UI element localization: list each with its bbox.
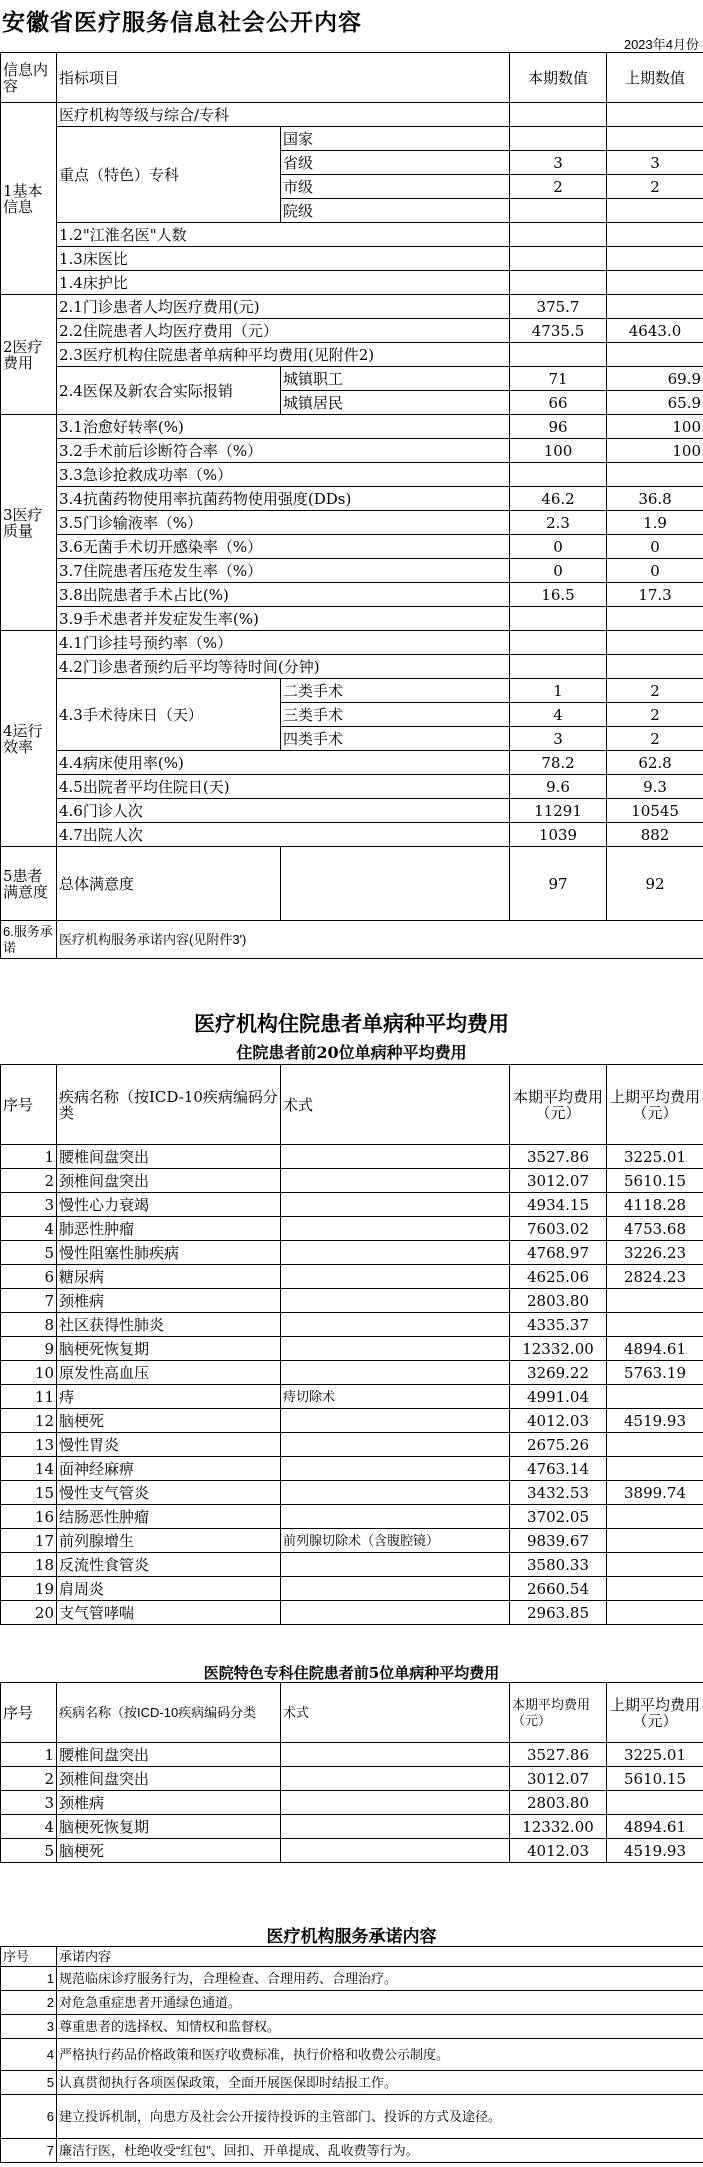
cell-previous: 1.9 (607, 511, 703, 535)
table-row (1, 1991, 703, 2015)
cell-index: 4 (1, 2039, 57, 2071)
cell-disease: 反流性食管炎 (57, 1553, 281, 1577)
cell-current-avg: 4763.14 (510, 1457, 607, 1481)
row-label: 1.4床护比 (57, 271, 510, 295)
cell-disease: 面神经麻痹 (57, 1457, 281, 1481)
row-label: 4.5出院者平均住院日(天) (57, 775, 510, 799)
cell-commitment: 严格执行药品价格政策和医疗收费标准，执行价格和收费公示制度。 (57, 2039, 703, 2071)
cell-procedure: 前列腺切除术（含腹腔镜） (281, 1529, 510, 1553)
cell-current (510, 199, 607, 223)
table-row (1, 1193, 703, 1217)
cell-current: 0 (510, 559, 607, 583)
cell-index: 7 (1, 2139, 57, 2163)
cell-current-avg: 3580.33 (510, 1553, 607, 1577)
row-label: 3.7住院患者压疮发生率（%） (57, 559, 510, 583)
cell-current: 97 (510, 847, 607, 921)
cell-current: 4735.5 (510, 319, 607, 343)
cell-procedure (281, 1553, 510, 1577)
cell-previous-avg: 5610.15 (607, 1767, 703, 1791)
cell-current: 9.6 (510, 775, 607, 799)
cell-current (510, 127, 607, 151)
cell-current-avg: 9839.67 (510, 1529, 607, 1553)
cell-current-avg: 2660.54 (510, 1577, 607, 1601)
cell-index: 12 (1, 1409, 57, 1433)
cell-disease: 慢性支气管炎 (57, 1481, 281, 1505)
section-basic-info: 1基本信息 (1, 103, 57, 295)
cell-previous (607, 463, 703, 487)
cell-index: 6 (1, 1265, 57, 1289)
commitment-table (0, 1946, 703, 2163)
cell-previous-avg: 4519.93 (607, 1839, 703, 1863)
cell-procedure (281, 1815, 510, 1839)
section-title: 医疗机构服务承诺内容 (266, 1927, 437, 1947)
cell-commitment: 建立投诉机制，向患方及社会公开接待投诉的主管部门、投诉的方式及途径。 (57, 2095, 703, 2139)
cell-disease: 肺恶性肿瘤 (57, 1217, 281, 1241)
cell-commitment: 规范临床诊疗服务行为，合理检查、合理用药、合理治疗。 (57, 1967, 703, 1991)
table-row (1, 1169, 703, 1193)
header-current: 本期数值 (510, 53, 607, 103)
header-index: 序号 (1, 1065, 57, 1145)
cell-previous-avg: 4753.68 (607, 1217, 703, 1241)
cell-previous (607, 199, 703, 223)
cell-previous-avg (607, 1601, 703, 1625)
table-row (1, 1505, 703, 1529)
cell-disease: 糖尿病 (57, 1265, 281, 1289)
cell-procedure (281, 1505, 510, 1529)
cell-previous-avg (607, 1385, 703, 1409)
cell-index: 9 (1, 1337, 57, 1361)
row-label: 4.4病床使用率(%) (57, 751, 510, 775)
cell-disease: 肩周炎 (57, 1577, 281, 1601)
cell-current (510, 463, 607, 487)
cell-procedure (281, 1241, 510, 1265)
table-row (1, 1601, 703, 1625)
cell-index: 15 (1, 1481, 57, 1505)
cell-procedure (281, 1481, 510, 1505)
cell-procedure (281, 1337, 510, 1361)
header-current-avg: 本期平均费用（元） (510, 1683, 607, 1743)
table-row (1, 1145, 703, 1169)
cell-current-avg: 3012.07 (510, 1767, 607, 1791)
row-label: 4.7出院人次 (57, 823, 510, 847)
cell-current-avg: 3269.22 (510, 1361, 607, 1385)
table-row (1, 1967, 703, 1991)
cell-disease: 慢性阻塞性肺疾病 (57, 1241, 281, 1265)
cell-current-avg: 3432.53 (510, 1481, 607, 1505)
cell-index: 20 (1, 1601, 57, 1625)
cell-current: 3 (510, 151, 607, 175)
cell-current: 100 (510, 439, 607, 463)
cell-previous: 100 (607, 415, 703, 439)
table-row (1, 1361, 703, 1385)
cell-current-avg: 4768.97 (510, 1241, 607, 1265)
cell-disease: 腰椎间盘突出 (57, 1145, 281, 1169)
cell-previous: 62.8 (607, 751, 703, 775)
cell-current: 78.2 (510, 751, 607, 775)
page-title: 安徽省医疗服务信息社会公开内容 (2, 9, 362, 36)
cell-previous-avg (607, 1577, 703, 1601)
specialty-cost-table (0, 1682, 703, 1863)
header-commitment: 承诺内容 (57, 1947, 703, 1967)
table-row (1, 2071, 703, 2095)
cell-procedure (281, 1577, 510, 1601)
cell-previous: 2 (607, 679, 703, 703)
sub-label: 院级 (281, 199, 510, 223)
cell-previous-avg: 5763.19 (607, 1361, 703, 1385)
sub-label: 城镇职工 (281, 367, 510, 391)
row-label: 2.1门诊患者人均医疗费用(元) (57, 295, 510, 319)
cell-procedure (281, 1767, 510, 1791)
row-label: 1.3床医比 (57, 247, 510, 271)
cell-current-avg: 4934.15 (510, 1193, 607, 1217)
row-label: 3.9手术患者并发症发生率(%) (57, 607, 510, 631)
section-efficiency: 4运行效率 (1, 631, 57, 847)
sub-label: 三类手术 (281, 703, 510, 727)
row-label: 4.6门诊人次 (57, 799, 510, 823)
cell-previous (607, 295, 703, 319)
cell-procedure (281, 1145, 510, 1169)
row-label: 3.2手术前后诊断符合率（%） (57, 439, 510, 463)
cell-commitment: 尊重患者的选择权、知情权和监督权。 (57, 2015, 703, 2039)
cell-previous-avg (607, 1457, 703, 1481)
cell-previous-avg: 4894.61 (607, 1815, 703, 1839)
section-satisfaction: 5患者满意度 (1, 847, 57, 921)
cell-disease: 颈椎病 (57, 1791, 281, 1815)
cell-index: 2 (1, 1767, 57, 1791)
cell-current: 375.7 (510, 295, 607, 319)
cell-procedure (281, 1361, 510, 1385)
cell-previous: 100 (607, 439, 703, 463)
table-row (1, 1433, 703, 1457)
cell-current: 71 (510, 367, 607, 391)
cell-index: 2 (1, 1169, 57, 1193)
cell-previous: 4643.0 (607, 319, 703, 343)
cell-current-avg: 4012.03 (510, 1409, 607, 1433)
cell-disease: 前列腺增生 (57, 1529, 281, 1553)
cell-current-avg: 4335.37 (510, 1313, 607, 1337)
cell-index: 3 (1, 1193, 57, 1217)
cell-previous-avg: 4519.93 (607, 1409, 703, 1433)
cell-previous: 69.9 (607, 367, 703, 391)
cell-index: 10 (1, 1361, 57, 1385)
header-index: 序号 (1, 1683, 57, 1743)
table-row (1, 1839, 703, 1863)
cell-index: 7 (1, 1289, 57, 1313)
table-row (1, 1457, 703, 1481)
cell-disease: 原发性高血压 (57, 1361, 281, 1385)
cell-current-avg: 4625.06 (510, 1265, 607, 1289)
cell-disease: 腰椎间盘突出 (57, 1743, 281, 1767)
table-row (1, 1577, 703, 1601)
header-disease: 疾病名称（按ICD-10疾病编码分类 (57, 1065, 281, 1145)
cell-current: 11291 (510, 799, 607, 823)
cell-previous-avg (607, 1529, 703, 1553)
cell-disease: 慢性胃炎 (57, 1433, 281, 1457)
cell-previous-avg: 3899.74 (607, 1481, 703, 1505)
table-row (1, 1791, 703, 1815)
cell-disease: 社区获得性肺炎 (57, 1313, 281, 1337)
cell-current-avg: 2803.80 (510, 1791, 607, 1815)
cell-previous: 17.3 (607, 583, 703, 607)
cell-procedure (281, 1265, 510, 1289)
cell-current-avg: 12332.00 (510, 1815, 607, 1839)
cell-previous: 0 (607, 559, 703, 583)
cell-procedure (281, 1743, 510, 1767)
sub-label: 城镇居民 (281, 391, 510, 415)
cell-index: 8 (1, 1313, 57, 1337)
section-service-commitment: 6.服务承诺 (1, 921, 57, 959)
cell-current-avg: 7603.02 (510, 1217, 607, 1241)
cell-current-avg: 2675.26 (510, 1433, 607, 1457)
row-label: 医疗机构等级与综合/专科 (57, 103, 510, 127)
cell-current-avg: 3702.05 (510, 1505, 607, 1529)
cell-current-avg: 2803.80 (510, 1289, 607, 1313)
cell-previous: 2 (607, 727, 703, 751)
cell-current: 96 (510, 415, 607, 439)
cell-previous-avg: 4118.28 (607, 1193, 703, 1217)
cell-procedure (281, 1169, 510, 1193)
cell-current-avg: 3527.86 (510, 1743, 607, 1767)
cell-current-avg: 3527.86 (510, 1145, 607, 1169)
sub-label: 四类手术 (281, 727, 510, 751)
cell-disease: 颈椎病 (57, 1289, 281, 1313)
cell-index: 5 (1, 2071, 57, 2095)
cell-disease: 慢性心力衰竭 (57, 1193, 281, 1217)
cell-previous-avg: 3226.23 (607, 1241, 703, 1265)
cell-current-avg: 4012.03 (510, 1839, 607, 1863)
cell-previous: 36.8 (607, 487, 703, 511)
cell-procedure (281, 1217, 510, 1241)
table-row (1, 1529, 703, 1553)
cell-commitment: 认真贯彻执行各项医保政策，全面开展医保即时结报工作。 (57, 2071, 703, 2095)
report-date: 2023年4月份 (623, 37, 699, 52)
table-row (1, 1815, 703, 1839)
cell-disease: 痔 (57, 1385, 281, 1409)
cell-current: 16.5 (510, 583, 607, 607)
row-label: 3.4抗菌药物使用率抗菌药物使用强度(DDs) (57, 487, 510, 511)
cell-index: 17 (1, 1529, 57, 1553)
cell-disease: 脑梗死恢复期 (57, 1337, 281, 1361)
cell-index: 13 (1, 1433, 57, 1457)
table-row (1, 2095, 703, 2139)
cell-previous: 65.9 (607, 391, 703, 415)
cell-current-avg: 2963.85 (510, 1601, 607, 1625)
cell-current-avg: 12332.00 (510, 1337, 607, 1361)
table-row (1, 1743, 703, 1767)
header-disease: 疾病名称（按ICD-10疾病编码分类 (57, 1683, 281, 1743)
cell-commitment: 廉洁行医，杜绝收受“红包”、回扣、开单提成、乱收费等行为。 (57, 2139, 703, 2163)
row-label: 总体满意度 (57, 847, 281, 921)
cell-index: 1 (1, 1967, 57, 1991)
cell-disease: 脑梗死 (57, 1409, 281, 1433)
row-label: 3.6无菌手术切开感染率（%） (57, 535, 510, 559)
cell-previous-avg (607, 1433, 703, 1457)
table-row (1, 2139, 703, 2163)
header-previous: 上期数值 (607, 53, 703, 103)
cell-procedure (281, 1193, 510, 1217)
cell-previous: 10545 (607, 799, 703, 823)
row-label: 2.3医疗机构住院患者单病种平均费用(见附件2) (57, 343, 510, 367)
cell-procedure (281, 1791, 510, 1815)
section-title: 医疗机构住院患者单病种平均费用 (194, 1011, 509, 1036)
cell-previous-avg (607, 1505, 703, 1529)
table-row (1, 1217, 703, 1241)
table-row (1, 1553, 703, 1577)
table-row (1, 1289, 703, 1313)
section-subtitle: 住院患者前20位单病种平均费用 (236, 1043, 467, 1062)
header-info-content: 信息内容 (1, 53, 57, 103)
cell-previous-avg (607, 1313, 703, 1337)
cell-previous-avg: 3225.01 (607, 1743, 703, 1767)
cell-previous-avg: 2824.23 (607, 1265, 703, 1289)
cell-current-avg: 3012.07 (510, 1169, 607, 1193)
cell-index: 3 (1, 1791, 57, 1815)
cell-previous: 2 (607, 175, 703, 199)
header-previous-avg: 上期平均费用（元） (607, 1065, 703, 1145)
row-label: 3.8出院患者手术占比(%) (57, 583, 510, 607)
cell-current: 4 (510, 703, 607, 727)
cell-previous (607, 607, 703, 631)
row-label: 2.2住院患者人均医疗费用（元） (57, 319, 510, 343)
row-label: 4.2门诊患者预约后平均等待时间(分钟) (57, 655, 510, 679)
cell-disease: 脑梗死 (57, 1839, 281, 1863)
cell-current: 66 (510, 391, 607, 415)
cell-previous (607, 127, 703, 151)
cell-procedure (281, 1839, 510, 1863)
cell-index: 3 (1, 2015, 57, 2039)
cell-previous: 882 (607, 823, 703, 847)
row-label: 4.3手术待床日（天） (57, 679, 281, 751)
table-row (1, 1481, 703, 1505)
cell-current: 3 (510, 727, 607, 751)
table-row (1, 1385, 703, 1409)
cell-index: 5 (1, 1839, 57, 1863)
table-row (1, 1241, 703, 1265)
cell-current: 2.3 (510, 511, 607, 535)
cell-previous: 3 (607, 151, 703, 175)
header-previous-avg: 上期平均费用（元） (607, 1683, 703, 1743)
table-row (1, 2015, 703, 2039)
cell-current: 2 (510, 175, 607, 199)
row-label: 医疗机构服务承诺内容(见附件3') (57, 921, 703, 959)
cell-previous-avg (607, 1553, 703, 1577)
section-medical-cost: 2医疗费用 (1, 295, 57, 415)
row-label: 1.2"江淮名医"人数 (57, 223, 510, 247)
cell-disease: 脑梗死恢复期 (57, 1815, 281, 1839)
cell-index: 18 (1, 1553, 57, 1577)
cell-previous-avg: 4894.61 (607, 1337, 703, 1361)
row-label: 重点（特色）专科 (57, 127, 281, 223)
row-label: 3.1治愈好转率(%) (57, 415, 510, 439)
cell-previous: 9.3 (607, 775, 703, 799)
cell-index: 5 (1, 1241, 57, 1265)
cell-previous-avg (607, 1791, 703, 1815)
cell-index: 14 (1, 1457, 57, 1481)
table-row (1, 1313, 703, 1337)
cell-previous: 92 (607, 847, 703, 921)
sub-label: 省级 (281, 151, 510, 175)
table-row (1, 2039, 703, 2071)
cell-index: 2 (1, 1991, 57, 2015)
cell-previous-avg: 5610.15 (607, 1169, 703, 1193)
cell-index: 19 (1, 1577, 57, 1601)
sub-label: 国家 (281, 127, 510, 151)
row-label: 3.3急诊抢救成功率（%） (57, 463, 510, 487)
header-procedure: 术式 (281, 1683, 510, 1743)
cell-procedure (281, 1313, 510, 1337)
cell-procedure (281, 1457, 510, 1481)
sub-label: 二类手术 (281, 679, 510, 703)
table-row (1, 1337, 703, 1361)
cell-disease: 颈椎间盘突出 (57, 1169, 281, 1193)
cell-index: 16 (1, 1505, 57, 1529)
cell-current-avg: 4991.04 (510, 1385, 607, 1409)
cell-index: 11 (1, 1385, 57, 1409)
cell-current: 0 (510, 535, 607, 559)
header-indicator: 指标项目 (57, 53, 510, 103)
cell-current: 1 (510, 679, 607, 703)
cell-disease: 结肠恶性肿瘤 (57, 1505, 281, 1529)
header-procedure: 术式 (281, 1065, 510, 1145)
cell-disease: 支气管哮喘 (57, 1601, 281, 1625)
cell-previous-avg (607, 1289, 703, 1313)
cell-index: 4 (1, 1217, 57, 1241)
cell-current (510, 607, 607, 631)
cell-current: 1039 (510, 823, 607, 847)
cell-commitment: 对危急重症患者开通绿色通道。 (57, 1991, 703, 2015)
cell-index: 4 (1, 1815, 57, 1839)
table-row (1, 1265, 703, 1289)
cell-current: 46.2 (510, 487, 607, 511)
table-row (1, 1767, 703, 1791)
info-table (0, 52, 703, 959)
row-label: 2.4医保及新农合实际报销 (57, 367, 281, 415)
disease-cost-table (0, 1064, 703, 1625)
header-index: 序号 (1, 1947, 57, 1967)
section-title: 医院特色专科住院患者前5位单病种平均费用 (203, 1664, 500, 1682)
cell-index: 1 (1, 1145, 57, 1169)
cell-procedure (281, 1409, 510, 1433)
table-row (1, 1409, 703, 1433)
cell-procedure (281, 1601, 510, 1625)
cell-procedure (281, 1289, 510, 1313)
cell-disease: 颈椎间盘突出 (57, 1767, 281, 1791)
cell-index: 6 (1, 2095, 57, 2139)
cell-previous: 2 (607, 703, 703, 727)
row-label: 3.5门诊输液率（%） (57, 511, 510, 535)
cell-previous: 0 (607, 535, 703, 559)
section-medical-quality: 3医疗质量 (1, 415, 57, 631)
row-label: 4.1门诊挂号预约率（%） (57, 631, 510, 655)
cell-previous-avg: 3225.01 (607, 1145, 703, 1169)
cell-procedure: 痔切除术 (281, 1385, 510, 1409)
cell-index: 1 (1, 1743, 57, 1767)
header-current-avg: 本期平均费用（元） (510, 1065, 607, 1145)
cell-procedure (281, 1433, 510, 1457)
sub-label: 市级 (281, 175, 510, 199)
